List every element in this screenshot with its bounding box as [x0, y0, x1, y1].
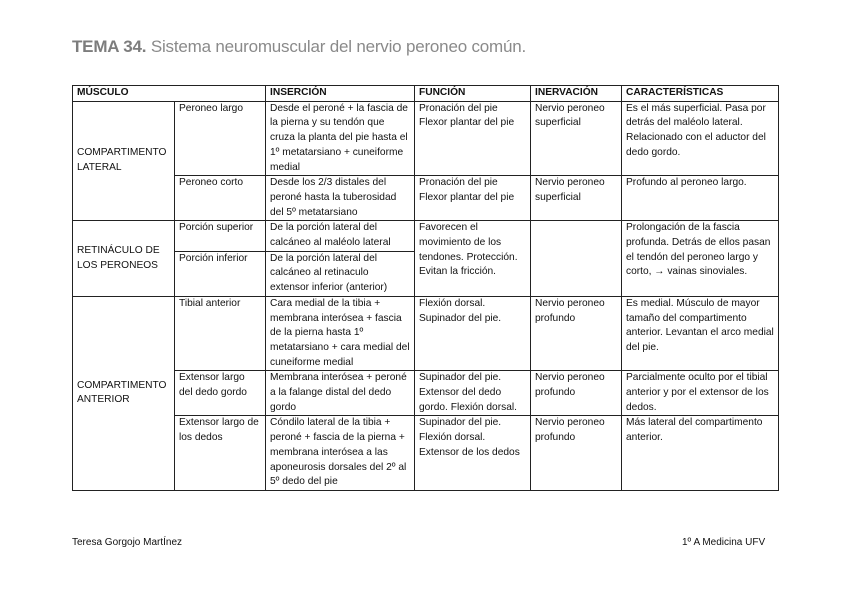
group-lateral: COMPARTIMENTO LATERAL [73, 101, 175, 221]
footer-course: 1º A Medicina UFV [682, 537, 766, 548]
cell-innervation: Nervio peroneo superficial [531, 101, 622, 176]
table-row [73, 101, 779, 176]
header-inervacion: INERVACIÓN [531, 86, 622, 102]
page-title [72, 37, 526, 57]
cell-muscle: Extensor largo de los dedos [175, 416, 266, 491]
muscle-table [72, 85, 779, 491]
cell-insertion: De la porción lateral del calcáneo al maléolo lateral [266, 221, 415, 251]
cell-insertion: Membrana interósea + peroné a la falange distal del dedo gordo [266, 371, 415, 416]
topic-title: Sistema neuromuscular del nervio peroneo común. [150, 37, 527, 56]
cell-insertion: Desde los 2/3 distales del peroné hasta la tuberosidad del 5º metatarsiano [266, 176, 415, 221]
group-anterior: COMPARTIMENTO ANTERIOR [73, 296, 175, 490]
cell-muscle: Porción superior [175, 221, 266, 251]
cell-innervation [531, 221, 622, 297]
cell-innervation: Nervio peroneo superficial [531, 176, 622, 221]
cell-muscle: Tibial anterior [175, 296, 266, 371]
table-header-row [73, 86, 779, 102]
cell-innervation: Nervio peroneo profundo [531, 416, 622, 491]
cell-muscle: Extensor largo del dedo gordo [175, 371, 266, 416]
header-funcion: FUNCIÓN [415, 86, 531, 102]
cell-muscle: Porción inferior [175, 251, 266, 296]
group-retinaculo: RETINÁCULO DE LOS PERONEOS [73, 221, 175, 297]
table-row [73, 176, 779, 221]
cell-insertion: De la porción lateral del calcáneo al retinaculo extensor inferior (anterior) [266, 251, 415, 296]
cell-innervation: Nervio peroneo profundo [531, 296, 622, 371]
cell-muscle: Peroneo corto [175, 176, 266, 221]
topic-number: TEMA 34. [72, 37, 147, 56]
header-caracteristicas: CARACTERÍSTICAS [622, 86, 779, 102]
table-row [73, 296, 779, 371]
footer-author: Teresa Gorgojo MartÍnez [72, 537, 183, 548]
cell-function: Pronación del pie Flexor plantar del pie [415, 101, 531, 176]
cell-function: Pronación del pie Flexor plantar del pie [415, 176, 531, 221]
cell-innervation: Nervio peroneo profundo [531, 371, 622, 416]
cell-features: Es el más superficial. Pasa por detrás del maléolo lateral. Relacionado con el aductor del dedo gordo. [622, 101, 779, 176]
cell-insertion: Cara medial de la tibia + membrana interósea + fascia de la pierna hasta 1º metatarsiano + cara medial del cuneiforme medial [266, 296, 415, 371]
cell-features: Parcialmente oculto por el tibial anterior y por el extensor de los dedos. [622, 371, 779, 416]
cell-features: Es medial. Músculo de mayor tamaño del compartimento anterior. Levantan el arco medial del pie. [622, 296, 779, 371]
cell-muscle: Peroneo largo [175, 101, 266, 176]
cell-features: Más lateral del compartimento anterior. [622, 416, 779, 491]
cell-function: Supinador del pie. Flexión dorsal. Extensor de los dedos [415, 416, 531, 491]
table-row [73, 221, 779, 251]
cell-features: Prolongación de la fascia profunda. Detrás de ellos pasan el tendón del peroneo largo y corto, → vainas sinoviales. [622, 221, 779, 297]
cell-insertion: Cóndilo lateral de la tibia + peroné + fascia de la pierna + membrana interósea a las aponeurosis dorsales del 2º al 5º dedo del pie [266, 416, 415, 491]
cell-function: Favorecen el movimiento de los tendones. Protección. Evitan la fricción. [415, 221, 531, 297]
header-insercion: INSERCIÓN [266, 86, 415, 102]
cell-insertion: Desde el peroné + la fascia de la pierna y su tendón que cruza la planta del pie hasta el 1º metatarsiano + cuneiforme medial [266, 101, 415, 176]
table-row [73, 416, 779, 491]
cell-features: Profundo al peroneo largo. [622, 176, 779, 221]
cell-function: Flexión dorsal. Supinador del pie. [415, 296, 531, 371]
header-musculo: MÚSCULO [73, 86, 266, 102]
table-row [73, 371, 779, 416]
cell-function: Supinador del pie. Extensor del dedo gordo. Flexión dorsal. [415, 371, 531, 416]
